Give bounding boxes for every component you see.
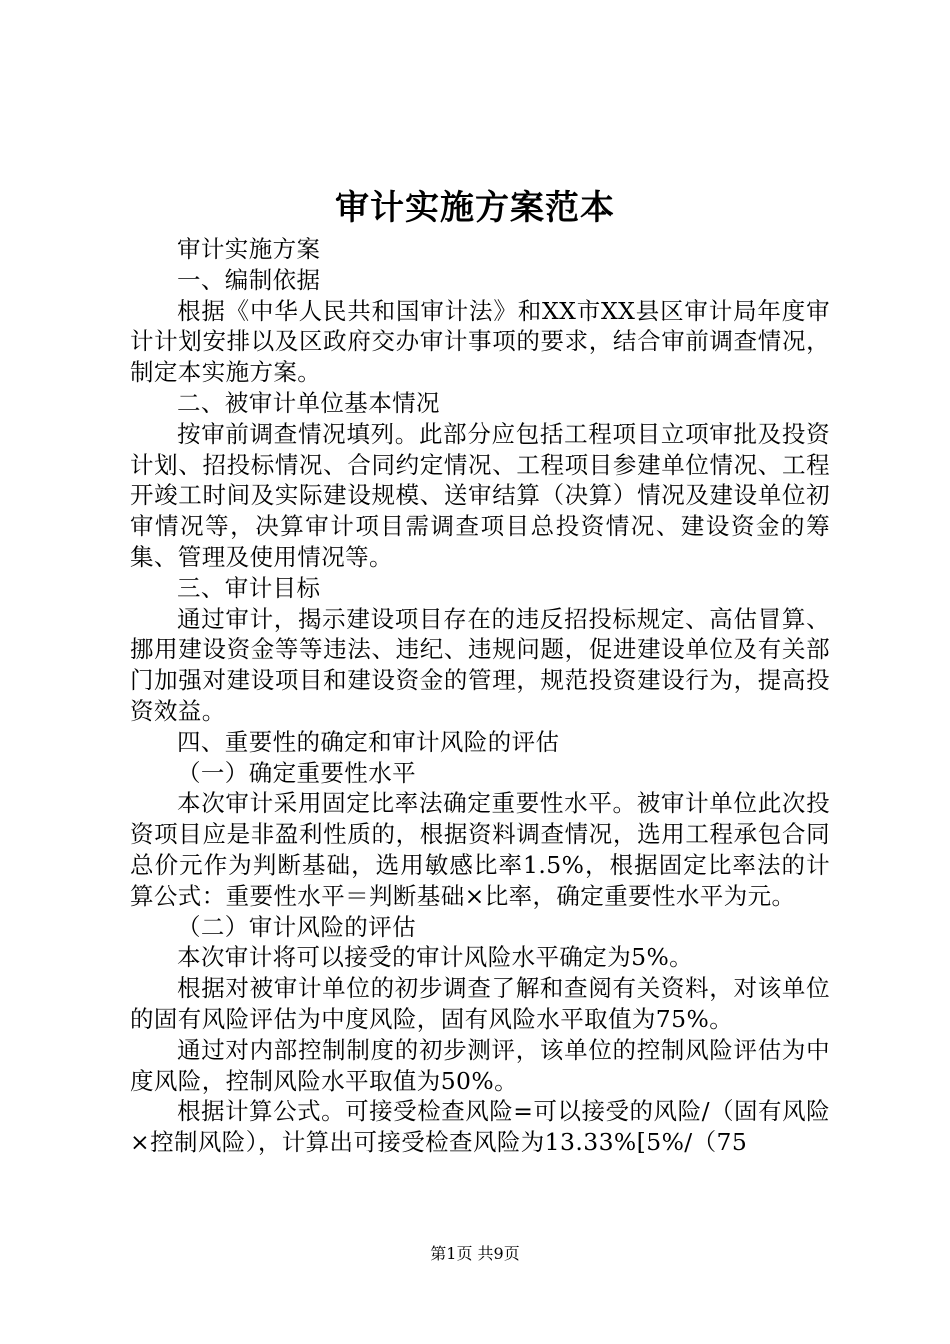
paragraph: 根据计算公式。可接受检查风险=可以接受的风险/（固有风险×控制风险），计算出可接受检查风险为13.33%[5%/（75 xyxy=(130,1097,830,1157)
section-heading: 一、编制依据 xyxy=(177,265,321,294)
paragraph: 根据对被审计单位的初步调查了解和查阅有关资料，对该单位的固有风险评估为中度风险，固有风险水平取值为75%。 xyxy=(130,974,830,1033)
paragraph: 本次审计采用固定比率法确定重要性水平。被审计单位此次投资项目应是非盈利性质的，根据资料调查情况，选用工程承包合同总价元作为判断基础，选用敏感比率1.5%，根据固定比率法的计算公式：重要性水平＝判断基础×比率，确定重要性水平为元。 xyxy=(130,789,830,910)
paragraph: 通过审计，揭示建设项目存在的违反招投标规定、高估冒算、挪用建设资金等等违法、违纪、违规问题，促进建设单位及有关部门加强对建设项目和建设资金的管理，规范投资建设行为，提高投资效益。 xyxy=(130,604,830,725)
section-heading: 四、重要性的确定和审计风险的评估 xyxy=(177,727,560,756)
paragraph: 根据《中华人民共和国审计法》和XX市XX县区审计局年度审计计划安排以及区政府交办审计事项的要求，结合审前调查情况，制定本实施方案。 xyxy=(130,296,830,387)
subsection-heading: （二）审计风险的评估 xyxy=(177,912,416,941)
document-title: 审计实施方案范本 xyxy=(335,188,615,228)
section-heading: 三、审计目标 xyxy=(177,573,321,602)
subsection-heading: （一）确定重要性水平 xyxy=(177,758,416,787)
paragraph: 本次审计将可以接受的审计风险水平确定为5%。 xyxy=(177,943,694,972)
section-heading: 二、被审计单位基本情况 xyxy=(177,388,440,417)
paragraph: 按审前调查情况填列。此部分应包括工程项目立项审批及投资计划、招投标情况、合同约定情况、工程项目参建单位情况、工程开竣工时间及实际建设规模、送审结算（决算）情况及建设单位初审情况等，决算审计项目需调查项目总投资情况、建设资金的筹集、管理及使用情况等。 xyxy=(130,419,830,571)
paragraph: 通过对内部控制制度的初步测评，该单位的控制风险评估为中度风险，控制风险水平取值为50%。 xyxy=(130,1035,830,1095)
paragraph: 审计实施方案 xyxy=(177,235,321,263)
page-number-footer: 第1页 共9页 xyxy=(430,1244,520,1263)
document-body xyxy=(130,234,830,1158)
